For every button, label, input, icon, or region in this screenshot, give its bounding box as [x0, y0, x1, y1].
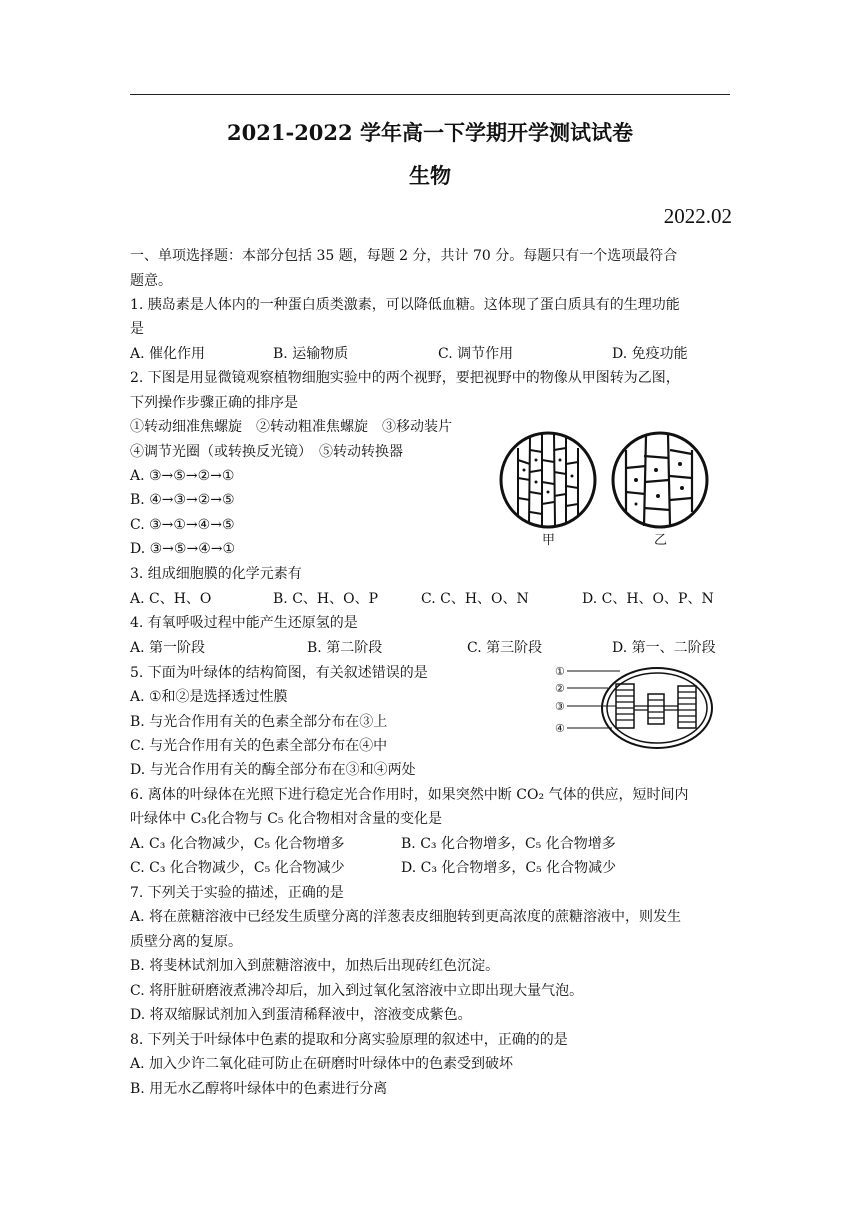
q6-option-b: B. C₃ 化合物增多，C₅ 化合物增多 — [401, 836, 616, 852]
q2-option-d: D. ③→⑤→④→① — [130, 541, 236, 557]
q2-steps: ①转动细准焦螺旋 ②转动粗准焦螺旋 ③移动装片 — [130, 419, 452, 435]
q1-option-a: A. 催化作用 — [130, 346, 206, 362]
q7-option-b: B. 将斐林试剂加入到蔗糖溶液中，加热后出现砖红色沉淀。 — [130, 958, 500, 974]
q1-stem-cont: 是 — [130, 321, 144, 337]
q4-option-a: A. 第一阶段 — [130, 640, 206, 656]
chloroplast-label-3: ③ — [555, 700, 565, 713]
chloroplast-label-4: ④ — [555, 722, 565, 735]
q2-option-b: B. ④→③→②→⑤ — [130, 492, 235, 508]
q6-option-d: D. C₃ 化合物增多，C₅ 化合物减少 — [401, 860, 617, 876]
exam-date: 2022.02 — [663, 204, 732, 228]
q8-stem: 8. 下列关于叶绿体中色素的提取和分离实验原理的叙述中，正确的的是 — [130, 1032, 568, 1048]
q7-option-a-cont: 质壁分离的复原。 — [130, 934, 242, 950]
q2-stem-cont: 下列操作步骤正确的排序是 — [130, 395, 298, 411]
q2-option-c: C. ③→①→④→⑤ — [130, 517, 235, 533]
q5-option-c: C. 与光合作用有关的色素全部分布在④中 — [130, 738, 388, 754]
q7-stem: 7. 下列关于实验的描述，正确的是 — [130, 885, 344, 901]
exam-title: 2021-2022 学年高一下学期开学测试试卷 — [227, 120, 633, 145]
q7-option-d: D. 将双缩脲试剂加入到蛋清稀释液中，溶液变成紫色。 — [130, 1007, 472, 1023]
q2-option-a: A. ③→⑤→②→① — [130, 468, 235, 484]
q3-option-c: C. C、H、O、N — [421, 591, 529, 607]
q5-option-d: D. 与光合作用有关的酶全部分布在③和④两处 — [130, 762, 416, 778]
q1-option-c: C. 调节作用 — [438, 346, 514, 362]
q6-option-a: A. C₃ 化合物减少，C₅ 化合物增多 — [130, 836, 345, 852]
q2-steps-cont: ④调节光圈（或转换反光镜） ⑤转动转换器 — [130, 444, 403, 460]
subject-title: 生物 — [409, 163, 451, 188]
q5-option-a: A. ①和②是选择透过性膜 — [130, 689, 288, 705]
q8-option-a: A. 加入少许二氧化硅可防止在研磨时叶绿体中的色素受到破坏 — [130, 1056, 514, 1072]
q4-option-c: C. 第三阶段 — [467, 640, 543, 656]
q1-option-b: B. 运输物质 — [273, 346, 349, 362]
section-intro: 一、单项选择题：本部分包括 35 题，每题 2 分，共计 70 分。每题只有一个选项最符合 — [130, 248, 678, 264]
q7-option-c: C. 将肝脏研磨液煮沸冷却后，加入到过氧化氢溶液中立即出现大量气泡。 — [130, 983, 584, 999]
q7-option-a: A. 将在蔗糖溶液中已经发生质壁分离的洋葱表皮细胞转到更高浓度的蔗糖溶液中，则发生 — [130, 909, 682, 925]
chloroplast-figure — [552, 660, 718, 760]
q8-option-b: B. 用无水乙醇将叶绿体中的色素进行分离 — [130, 1081, 388, 1097]
section-intro-cont: 题意。 — [130, 273, 172, 289]
q2-stem: 2. 下图是用显微镜观察植物细胞实验中的两个视野，要把视野中的物像从甲图转为乙图， — [130, 370, 680, 386]
q4-stem: 4. 有氧呼吸过程中能产生还原氢的是 — [130, 615, 358, 631]
q3-option-d: D. C、H、O、P、N — [582, 591, 714, 607]
q5-option-b: B. 与光合作用有关的色素全部分布在③上 — [130, 714, 388, 730]
chloroplast-label-1: ① — [555, 665, 565, 678]
q6-stem: 6. 离体的叶绿体在光照下进行稳定光合作用时，如果突然中断 CO₂ 气体的供应，短时间内 — [130, 787, 689, 803]
q4-option-b: B. 第二阶段 — [307, 640, 383, 656]
q4-option-d: D. 第一、二阶段 — [612, 640, 716, 656]
q3-stem: 3. 组成细胞膜的化学元素有 — [130, 566, 302, 582]
chloroplast-label-2: ② — [555, 682, 565, 695]
q6-option-c: C. C₃ 化合物减少，C₅ 化合物减少 — [130, 860, 345, 876]
header-rule — [130, 94, 730, 95]
field-label-right: 乙 — [654, 533, 668, 548]
q3-option-b: B. C、H、O、P — [273, 591, 379, 607]
q6-stem-cont: 叶绿体中 C₃化合物与 C₅ 化合物相对含量的变化是 — [130, 811, 442, 827]
q3-option-a: A. C、H、O — [130, 591, 212, 607]
q5-stem: 5. 下面为叶绿体的结构简图，有关叙述错误的是 — [130, 665, 428, 681]
q1-stem: 1. 胰岛素是人体内的一种蛋白质类激素，可以降低血糖。这体现了蛋白质具有的生理功能 — [130, 297, 680, 313]
field-label-left: 甲 — [542, 533, 556, 548]
q1-option-d: D. 免疫功能 — [612, 346, 688, 362]
microscope-fields-figure — [496, 420, 714, 550]
